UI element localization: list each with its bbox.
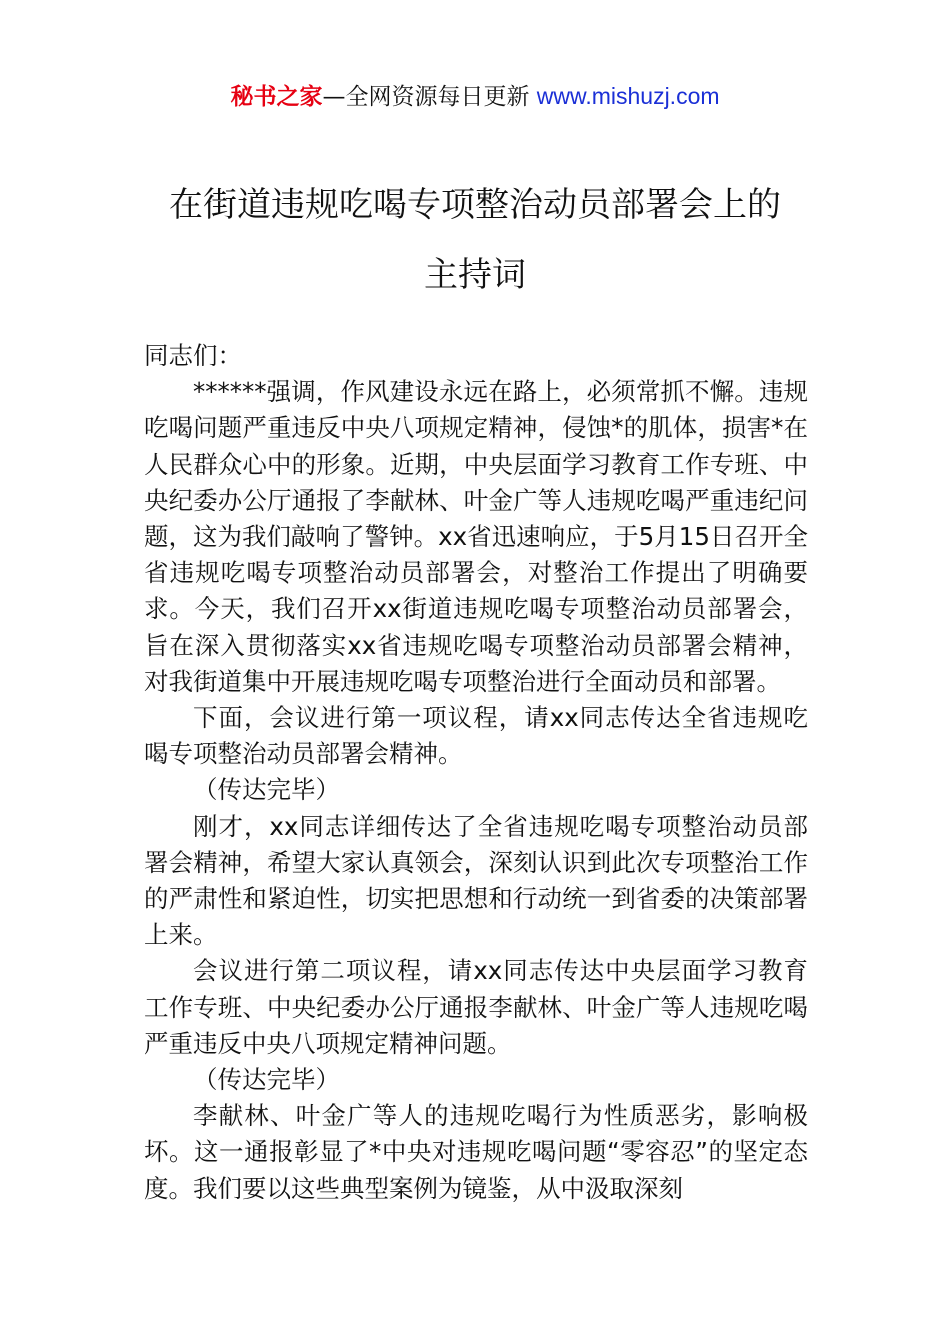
stage-note: （传达完毕） (193, 1065, 340, 1095)
site-brand: 秘书之家 (230, 84, 323, 110)
document-title-line-1: 在街道违规吃喝专项整治动员部署会上的 (169, 185, 781, 225)
body-paragraph: ******强调，作风建设永远在路上，必须常抓不懈。违规吃喝问题严重违反中央八项规定精神，侵蚀*的肌体，损害*在人民群众心中的形象。近期，中央层面学习教育工作专班、中央纪委办公厅通报了李献林、叶金广等人违规吃喝严重违纪问题，这为我们敲响了警钟。xx省迅速响应，于5月15日召开全省违规吃喝专项整治动员部署会，对整治工作提出了明确要求。今天，我们召开xx街道违规吃喝专项整治动员部署会，旨在深入贯彻落实xx省违规吃喝专项整治动员部署会精神，对我街道集中开展违规吃喝专项整治进行全面动员和部署。 (144, 377, 808, 696)
document-body (144, 338, 808, 1207)
body-paragraph: 会议进行第二项议程，请xx同志传达中央层面学习教育工作专班、中央纪委办公厅通报李献林、叶金广等人违规吃喝严重违反中央八项规定精神问题。 (144, 956, 808, 1058)
salutation: 同志们： (144, 341, 242, 370)
body-paragraph: 刚才，xx同志详细传达了全省违规吃喝专项整治动员部署会精神，希望大家认真领会，深刻认识到此次专项整治工作的严肃性和紧迫性，切实把思想和行动统一到省委的决策部署上来。 (144, 811, 808, 950)
stage-note: （传达完毕） (193, 775, 340, 805)
site-header (0, 80, 950, 113)
document-title (100, 170, 850, 310)
body-paragraph: 下面，会议进行第一项议程，请xx同志传达全省违规吃喝专项整治动员部署会精神。 (144, 703, 808, 769)
site-url-link[interactable]: www.mishuzj.com (536, 83, 720, 109)
body-paragraph: 李献林、叶金广等人的违规吃喝行为性质恶劣，影响极坏。这一通报彰显了*中央对违规吃喝问题“零容忍”的坚定态度。我们要以这些典型案例为镜鉴，从中汲取深刻 (144, 1101, 808, 1203)
document-title-line-2: 主持词 (424, 255, 526, 295)
site-slogan: —全网资源每日更新 (322, 84, 537, 110)
